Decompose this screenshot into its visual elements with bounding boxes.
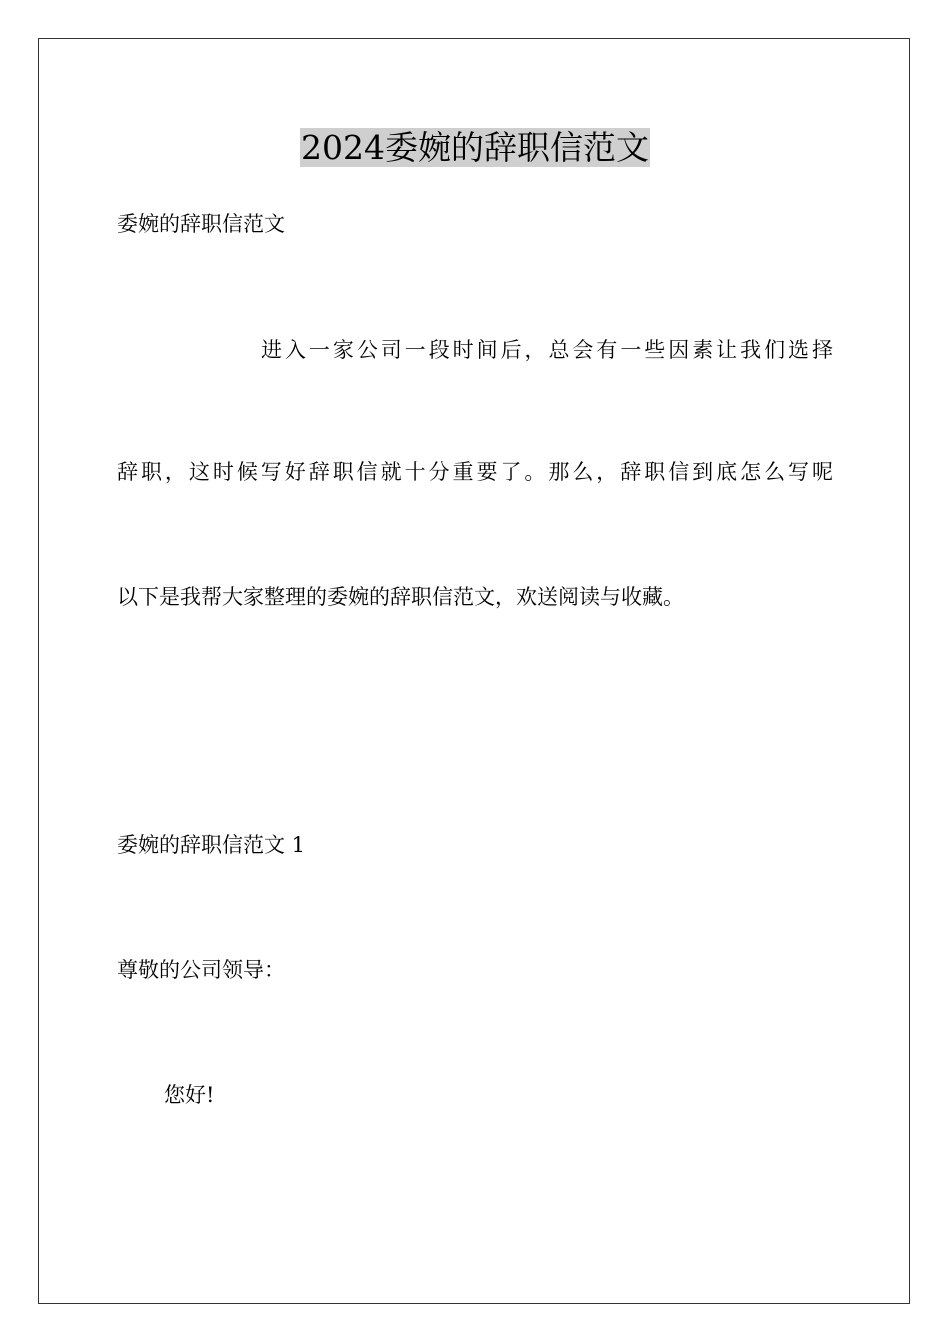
intro-line-3: 以下是我帮大家整理的委婉的辞职信范文，欢送阅读与收藏。 [117,585,684,609]
intro-line-1: 进入一家公司一段时间后，总会有一些因素让我们选择 [261,338,833,362]
section-heading: 委婉的辞职信范文 1 [117,833,306,857]
greeting: 您好! [164,1083,215,1107]
salutation: 尊敬的公司领导： [117,958,285,982]
intro-line-2: 辞职，这时候写好辞职信就十分重要了。那么，辞职信到底怎么写呢 [117,460,833,484]
document-subtitle: 委婉的辞职信范文 [117,212,285,236]
document-title [0,126,950,170]
document-title-text: 2024委婉的辞职信范文 [301,128,649,167]
